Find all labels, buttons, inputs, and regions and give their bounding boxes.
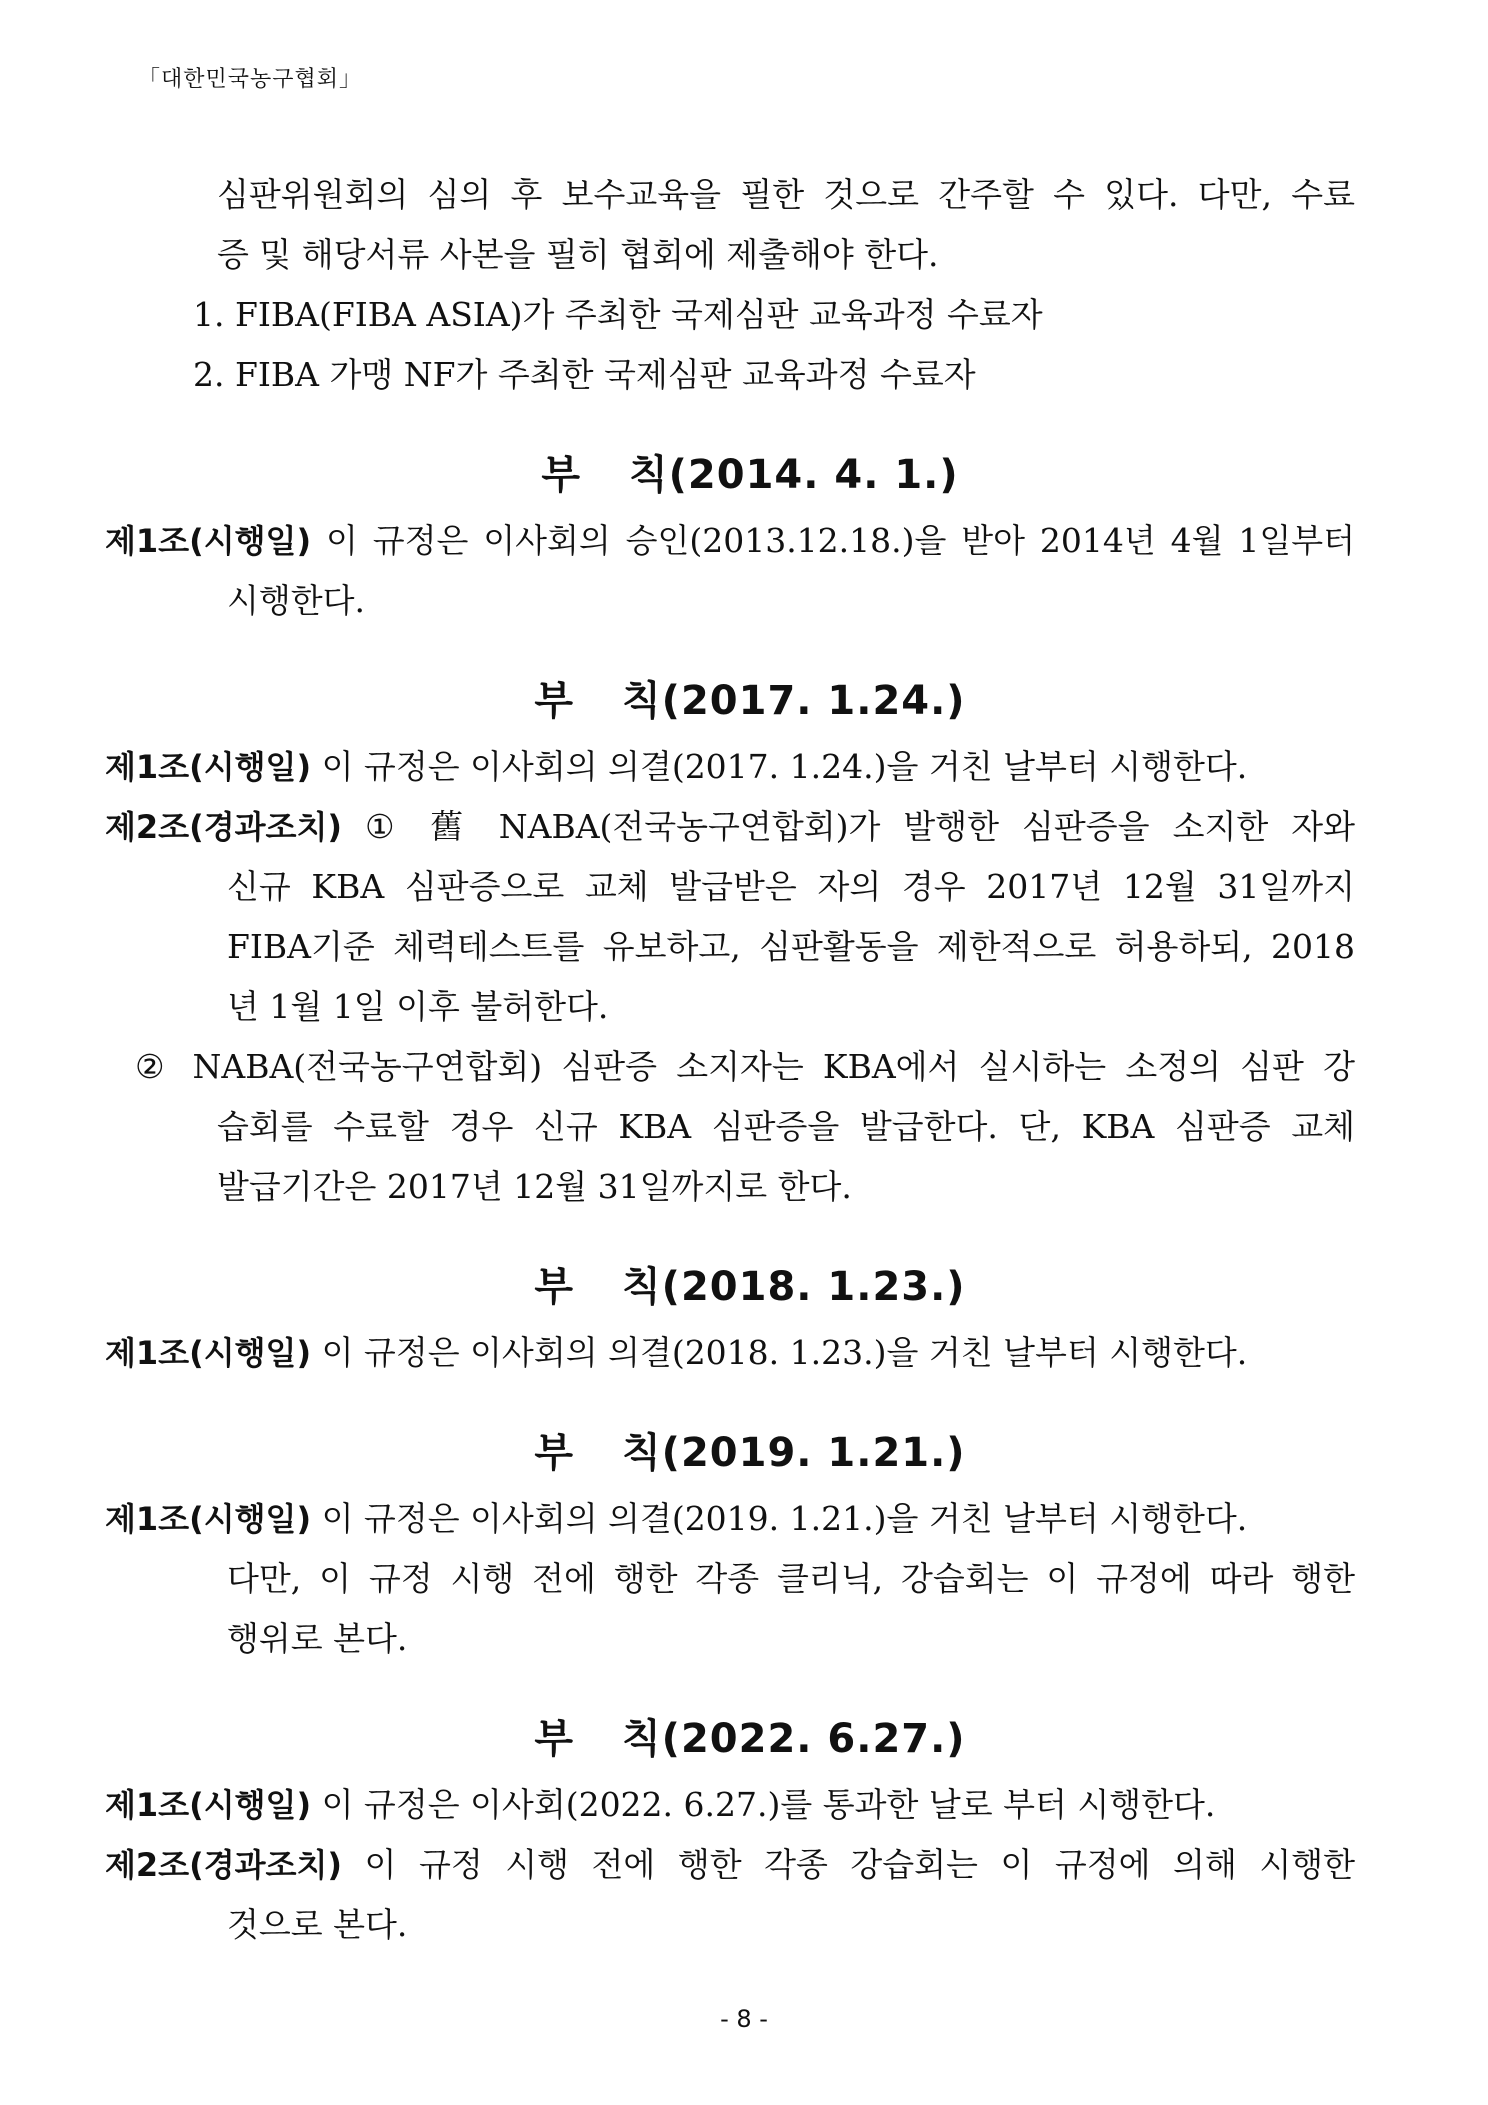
article-2019-1-cont-1: 다만, 이 규정 시행 전에 행한 각종 클리닉, 강습회는 이 규정에 따라 행한	[227, 1559, 1355, 1598]
article-label: 제2조(경과조치)	[105, 808, 342, 846]
section-heading-bu: 부	[534, 678, 575, 724]
section-heading-2014	[145, 445, 1355, 505]
section-heading-title: 칙(2017. 1.24.)	[622, 678, 966, 724]
paragraph-2017-2-item: ② NABA(전국농구연합회) 심판증 소지자는 KBA에서 실시하는 소정의 심판 강	[135, 1047, 1355, 1086]
article-2018-1	[105, 1323, 1355, 1383]
article-text: ① 舊 NABA(전국농구연합회)가 발행한 심판증을 소지한 자와	[342, 807, 1355, 846]
section-heading-title: 칙(2014. 4. 1.)	[629, 452, 959, 498]
section-heading-bu: 부	[541, 452, 581, 498]
article-label: 제1조(시행일)	[105, 522, 312, 560]
intro-line-1: 심판위원회의 심의 후 보수교육을 필한 것으로 간주할 수 있다. 다만, 수료	[217, 175, 1355, 214]
article-text: 이 규정 시행 전에 행한 각종 강습회는 이 규정에 의해 시행한	[342, 1845, 1355, 1884]
document-header: 「대한민국농구협회」	[138, 67, 363, 92]
article-label: 제2조(경과조치)	[105, 1846, 342, 1884]
article-2019-1-cont-2: 행위로 본다.	[227, 1619, 408, 1658]
article-label: 제1조(시행일)	[105, 1334, 312, 1372]
section-heading-bu: 부	[534, 1716, 575, 1762]
section-heading-2022	[145, 1709, 1355, 1769]
intro-item-1: 1. FIBA(FIBA ASIA)가 주최한 국제심판 교육과정 수료자	[193, 295, 1043, 334]
article-label: 제1조(시행일)	[105, 1786, 312, 1824]
article-text: 이 규정은 이사회의 의결(2018. 1.23.)을 거친 날부터 시행한다.	[311, 1333, 1248, 1372]
section-heading-bu: 부	[534, 1430, 575, 1476]
article-2017-2-cont-2: FIBA기준 체력테스트를 유보하고, 심판활동을 제한적으로 허용하되, 2018	[227, 927, 1355, 966]
article-text: 이 규정은 이사회의 의결(2017. 1.24.)을 거친 날부터 시행한다.	[311, 747, 1248, 786]
section-heading-2019	[145, 1423, 1355, 1483]
article-text: 이 규정은 이사회의 의결(2019. 1.21.)을 거친 날부터 시행한다.	[311, 1499, 1248, 1538]
paragraph-2017-2-item-cont-1: 습회를 수료할 경우 신규 KBA 심판증을 발급한다. 단, KBA 심판증 교체	[217, 1107, 1355, 1146]
article-2017-2-cont-1: 신규 KBA 심판증으로 교체 발급받은 자의 경우 2017년 12월 31일까지	[227, 867, 1355, 906]
article-2017-1	[105, 737, 1355, 797]
article-text: 이 규정은 이사회(2022. 6.27.)를 통과한 날로 부터 시행한다.	[311, 1785, 1216, 1824]
article-2017-2	[105, 797, 1355, 857]
article-label: 제1조(시행일)	[105, 748, 312, 786]
article-2014-1-cont: 시행한다.	[227, 581, 366, 620]
section-heading-2018	[145, 1257, 1355, 1317]
page-number: - 8 -	[720, 2005, 768, 2033]
article-2022-2-cont: 것으로 본다.	[227, 1905, 408, 1944]
section-heading-bu: 부	[534, 1264, 575, 1310]
intro-item-2: 2. FIBA 가맹 NF가 주최한 국제심판 교육과정 수료자	[193, 355, 976, 394]
article-label: 제1조(시행일)	[105, 1500, 312, 1538]
article-2022-1	[105, 1775, 1355, 1835]
article-2014-1	[105, 511, 1355, 571]
section-heading-2017	[145, 671, 1355, 731]
document-body	[105, 165, 1355, 1955]
article-2017-2-cont-3: 년 1월 1일 이후 불허한다.	[227, 987, 609, 1026]
article-2022-2	[105, 1835, 1355, 1895]
section-heading-title: 칙(2019. 1.21.)	[622, 1430, 966, 1476]
article-2019-1	[105, 1489, 1355, 1549]
article-text: 이 규정은 이사회의 승인(2013.12.18.)을 받아 2014년 4월 1일부터	[311, 521, 1355, 560]
section-heading-title: 칙(2022. 6.27.)	[622, 1716, 966, 1762]
paragraph-2017-2-item-cont-2: 발급기간은 2017년 12월 31일까지로 한다.	[217, 1167, 852, 1206]
section-heading-title: 칙(2018. 1.23.)	[622, 1264, 966, 1310]
intro-line-2: 증 및 해당서류 사본을 필히 협회에 제출해야 한다.	[217, 235, 939, 274]
